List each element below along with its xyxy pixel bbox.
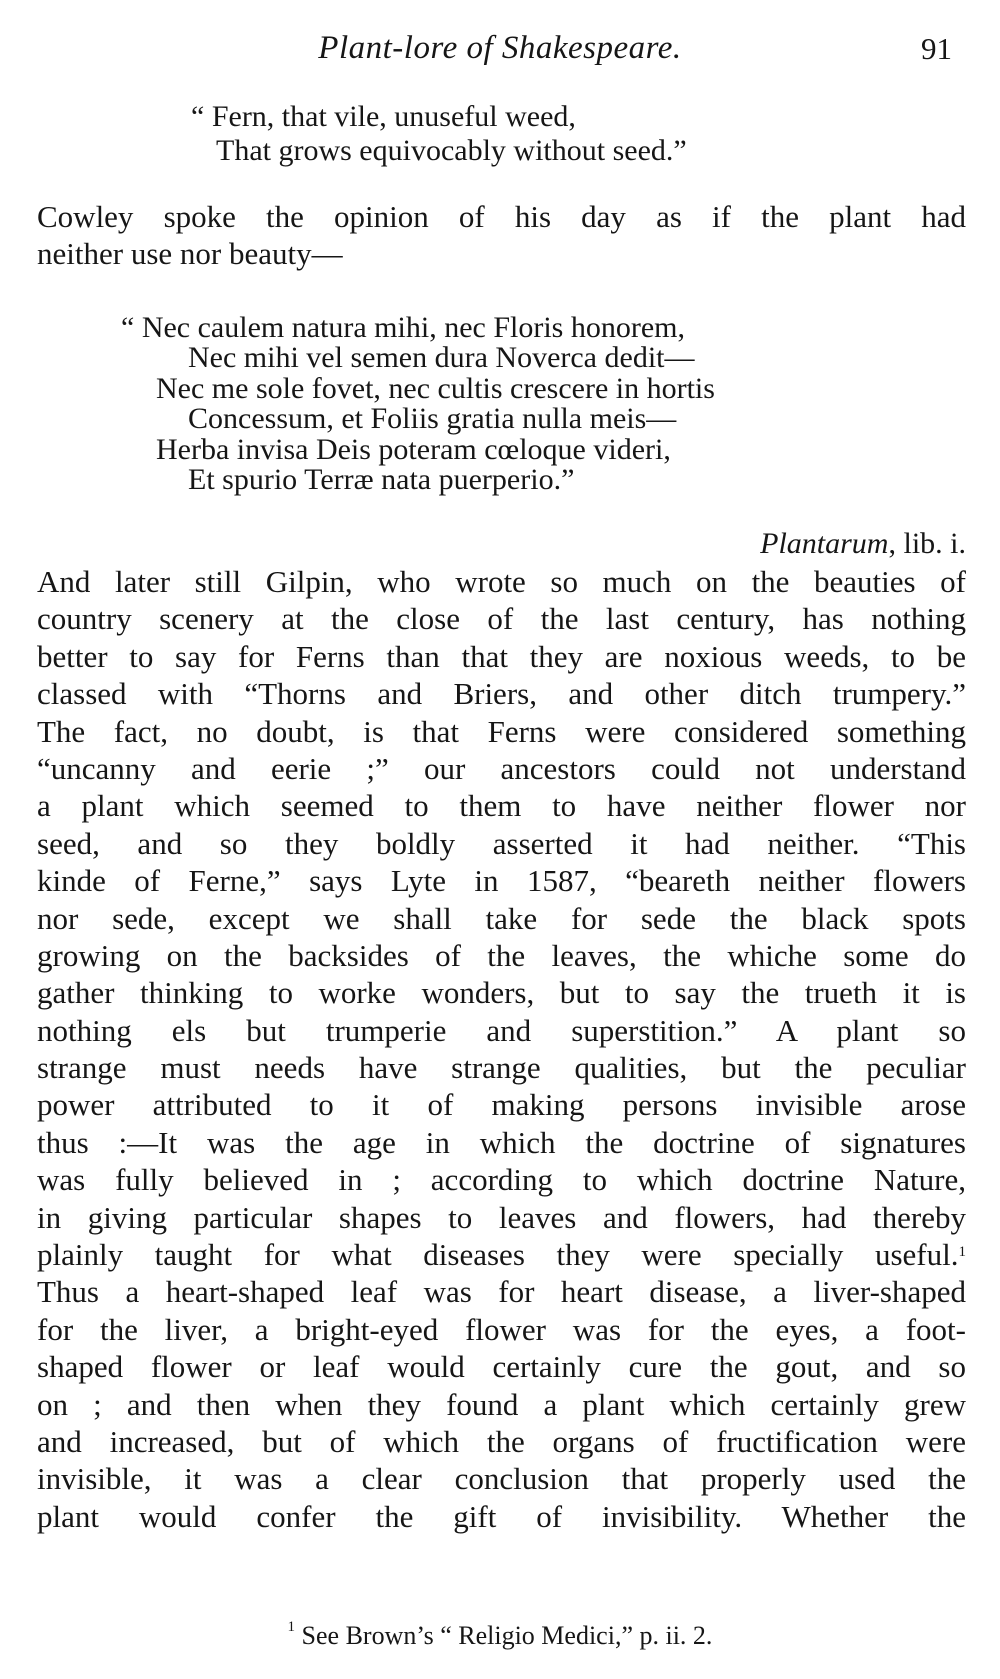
text-line: a plant which seemed to them to have neither flower nor	[37, 788, 966, 824]
text-line: The fact, no doubt, is that Ferns were considered something	[37, 713, 966, 749]
footnote-text: See Brown’s “ Religio Medici,” p. ii. 2.	[301, 1621, 713, 1650]
verse-line: Herba invisa Deis poteram cœloque videri,	[156, 433, 671, 466]
text-line: gather thinking to worke wonders, but to say the trueth it is	[37, 975, 966, 1011]
text-line: classed with “Thorns and Briers, and other ditch trumpery.”	[37, 676, 966, 712]
text-line: power attributed to it of making persons invisible arose	[37, 1087, 966, 1123]
footnote-marker: 1	[287, 1619, 296, 1635]
verse-line: Concessum, et Foliis gratia nulla meis—	[188, 402, 677, 435]
text-line: kinde of Ferne,” says Lyte in 1587, “beareth neither flowers	[37, 863, 966, 899]
text-line: nothing els but trumperie and superstition.” A plant so	[37, 1012, 966, 1048]
verse-line: “ Fern, that vile, unuseful weed,	[191, 100, 576, 133]
verse-line: That grows equivocably without seed.”	[216, 134, 687, 167]
verse-line: Et spurio Terræ nata puerperio.”	[188, 463, 575, 496]
text-line: shaped flower or leaf would certainly cure the gout, and so	[37, 1349, 966, 1385]
text-line: in giving particular shapes to leaves and flowers, had thereby	[37, 1199, 966, 1235]
text-line: seed, and so they boldly asserted it had neither. “This	[37, 825, 966, 861]
text-line: plant would confer the gift of invisibility. Whether the	[37, 1498, 966, 1534]
page-number: 91	[921, 31, 952, 66]
footnote	[0, 1621, 1000, 1651]
text-line: invisible, it was a clear conclusion that properly used the	[37, 1461, 966, 1497]
verse-citation	[760, 527, 966, 561]
citation-reference: , lib. i.	[888, 527, 966, 560]
text-line: for the liver, a bright-eyed flower was for the eyes, a foot-	[37, 1311, 966, 1347]
paragraph-cowley	[37, 198, 966, 273]
text-line-content: plainly taught for what diseases they were specially useful.	[37, 1237, 959, 1273]
text-line: Thus a heart-shaped leaf was for heart disease, a liver-shaped	[37, 1274, 966, 1310]
verse-line: Nec mihi vel semen dura Noverca dedit—	[188, 341, 695, 374]
text-line: nor sede, except we shall take for sede the black spots	[37, 900, 966, 936]
text-line: strange must needs have strange qualities, but the peculiar	[37, 1050, 966, 1086]
text-line: neither use nor beauty—	[37, 236, 343, 272]
text-line: “uncanny and eerie ;” our ancestors could not understand	[37, 750, 966, 786]
text-line: Cowley spoke the opinion of his day as if the plant had	[37, 199, 966, 234]
text-line: And later still Gilpin, who wrote so much on the beauties of	[37, 564, 966, 599]
citation-work-title: Plantarum	[760, 527, 889, 560]
text-line: growing on the backsides of the leaves, the whiche some do	[37, 937, 966, 973]
footnote-marker: 1	[958, 1244, 966, 1261]
running-header-title: Plant-lore of Shakespeare.	[318, 30, 682, 66]
verse-line: “ Nec caulem natura mihi, nec Floris honorem,	[121, 311, 685, 344]
text-line: and increased, but of which the organs of fructification were	[37, 1423, 966, 1459]
verse-line: Nec me sole fovet, nec cultis crescere in hortis	[156, 372, 715, 405]
text-line: better to say for Ferns than that they are noxious weeds, to be	[37, 638, 966, 674]
text-line: thus :—It was the age in which the doctrine of signatures	[37, 1124, 966, 1160]
text-line: country scenery at the close of the last century, has nothing	[37, 601, 966, 637]
text-line	[37, 1236, 966, 1273]
text-line: was fully believed in ; according to which doctrine Nature,	[37, 1162, 966, 1198]
text-line: on ; and then when they found a plant which certainly grew	[37, 1386, 966, 1422]
paragraph-main	[37, 563, 966, 1535]
